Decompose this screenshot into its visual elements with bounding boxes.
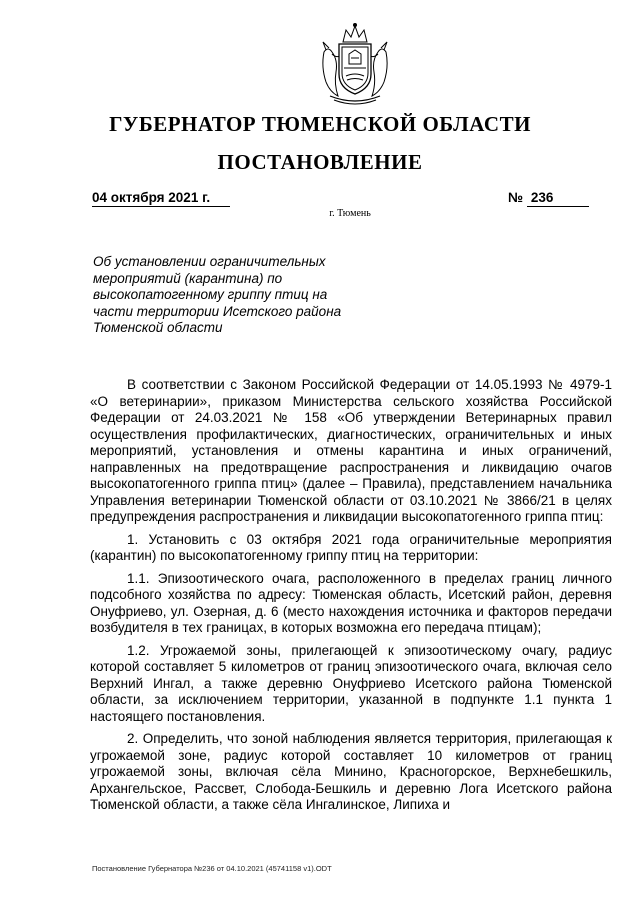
document-date: 04 октября 2021 г. <box>92 189 230 207</box>
body-paragraph-2: 2. Определить, что зоной наблюдения является территория, прилегающая к угрожаемой зоне, радиус которой составляет 10 километров от границ угрожаемой зоны, включая сёла Минино, Красногорское, Верхнебешкиль, Архангельское, Рассвет, Слобода-Бешкиль и деревню Лога Исетского района Тюменской области, а также сёла Ингалинское, Липиха и <box>90 731 612 812</box>
coat-of-arms-icon <box>316 22 394 106</box>
body-paragraph-1: 1. Установить с 03 октября 2021 года ограничительные мероприятия (карантин) по высокопатогенному гриппу птиц на территории: <box>90 531 612 563</box>
body-paragraph-1-1: 1.1. Эпизоотического очага, расположенного в пределах границ личного подсобного хозяйства по адресу: Тюменская область, Исетский район, деревня Онуфриево, ул. Озерная, д. 6 (место нахождения источника и факторов передачи возбудителя в тех границах, в которых возможна его передача птицам); <box>90 570 612 635</box>
document-body <box>90 377 612 820</box>
issuing-authority-heading: ГУБЕРНАТОР ТЮМЕНСКОЙ ОБЛАСТИ <box>109 112 531 136</box>
document-type-heading: ПОСТАНОВЛЕНИЕ <box>217 150 423 174</box>
document-subject: Об установлении ограничительных мероприятий (карантина) по высокопатогенному гриппу птиц на части территории Исетского района Тюменской области <box>93 254 342 335</box>
page-footer: Постановление Губернатора №236 от 04.10.2021 (45741158 v1).ODT <box>92 864 332 873</box>
document-number-value: 236 <box>527 189 589 207</box>
document-city: г. Тюмень <box>329 208 371 219</box>
body-paragraph-preamble: В соответствии с Законом Российской Федерации от 14.05.1993 № 4979-1 «О ветеринарии», приказом Министерства сельского хозяйства Российской Федерации от 24.03.2021 № 158 «Об утверждении Ветеринарных правил осуществления профилактических, диагностических, ограничительных и иных мероприятий, установления и отмены карантина и иных ограничений, направленных на предотвращение распространения и ликвидацию очагов высокопатогенного гриппа птиц» (далее – Правила), представлением начальника Управления ветеринарии Тюменской области от 03.10.2021 № 3866/21 в целях предупреждения распространения и ликвидации высокопатогенного гриппа птиц: <box>90 377 612 524</box>
document-number-label: № <box>508 190 524 205</box>
document-number <box>508 189 589 207</box>
body-paragraph-1-2: 1.2. Угрожаемой зоны, прилегающей к эпизоотическому очагу, радиус которой составляет 5 километров от границ эпизоотического очага, включая село Верхний Ингал, а также деревню Онуфриево Исетского района Тюменской области, за исключением территории, указанной в подпункте 1.1 пункта 1 настоящего постановления. <box>90 642 612 724</box>
